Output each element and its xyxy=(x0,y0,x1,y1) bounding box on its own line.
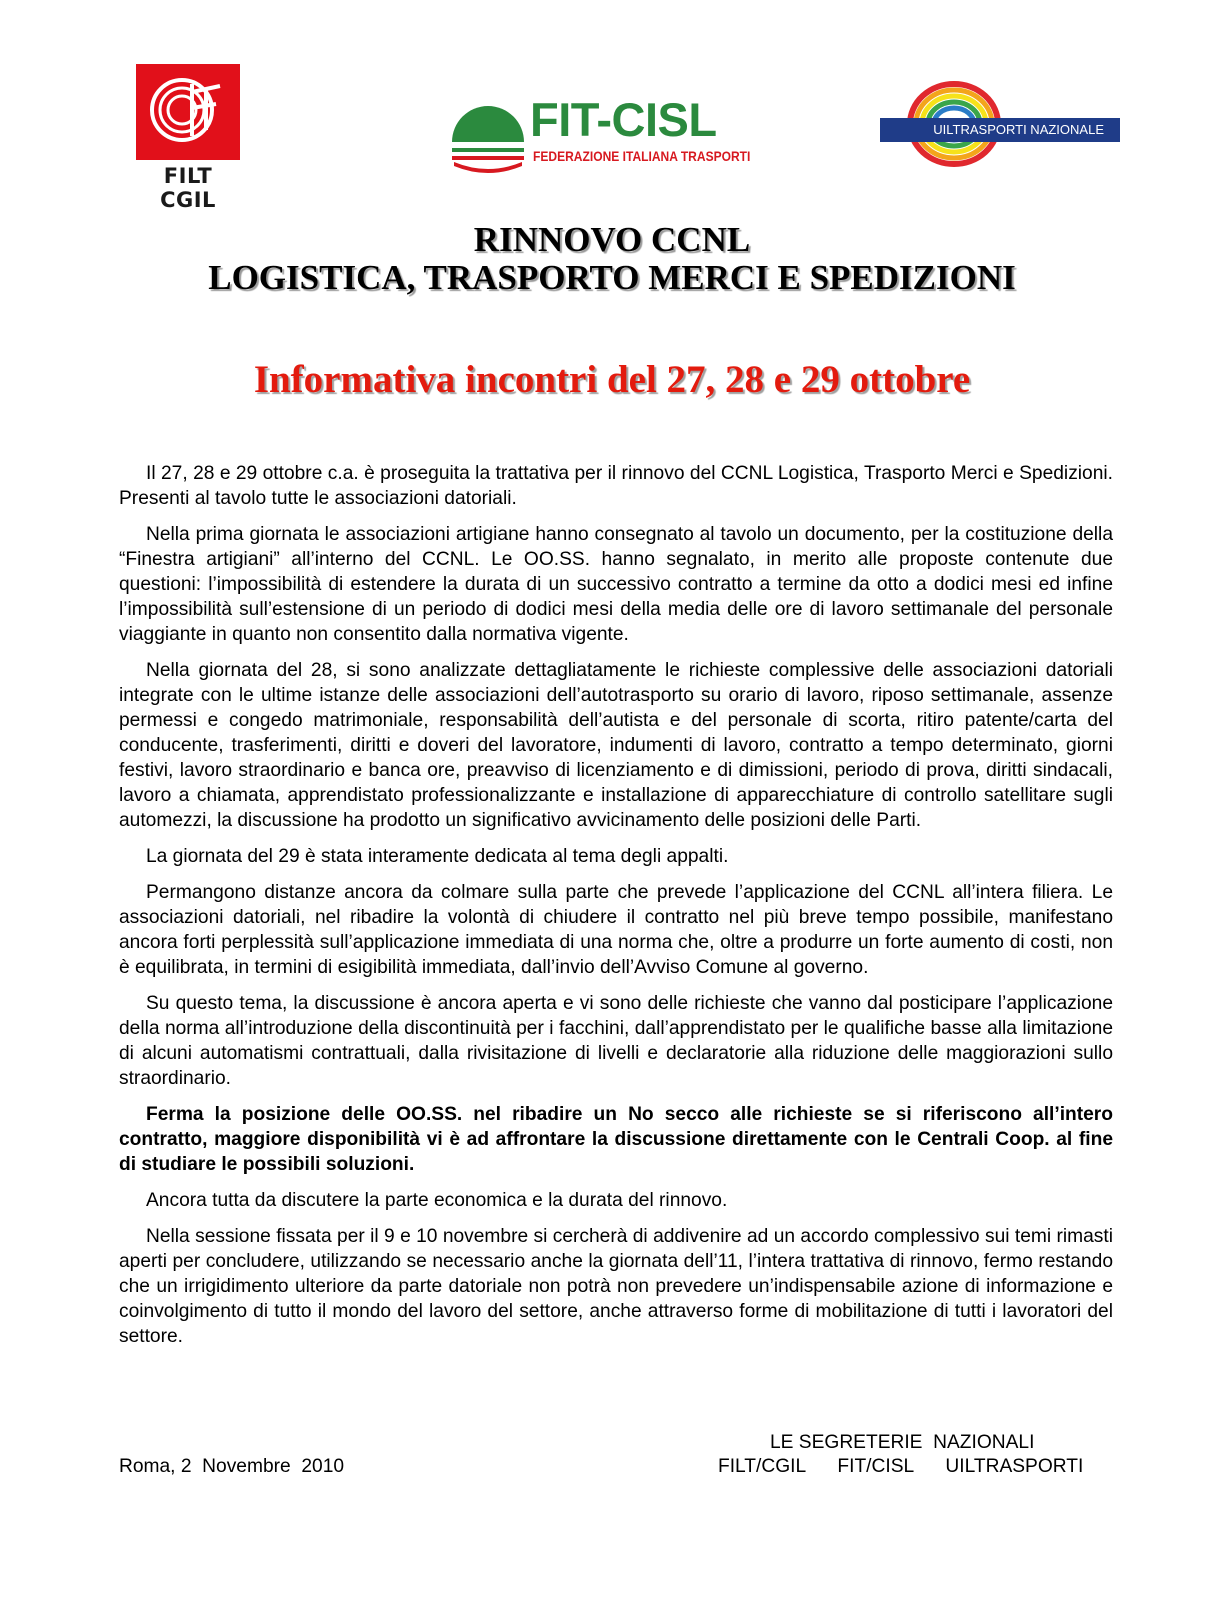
fit-cisl-emblem-icon xyxy=(450,96,526,174)
fit-cisl-logo xyxy=(450,93,751,176)
place-date: Roma, 2 Novembre 2010 xyxy=(119,1456,345,1477)
paragraph: Il 27, 28 e 29 ottobre c.a. è proseguita la trattativa per il rinnovo del CCNL Logistica, Trasporto Merci e Spedizioni. Presenti al tavolo tutte le associazioni datoriali. xyxy=(119,463,1113,509)
uiltrasporti-logo xyxy=(880,72,1120,172)
paragraph: Nella prima giornata le associazioni artigiane hanno consegnato al tavolo un documento, per la costituzione della “Finestra artigiani” all’interno del CCNL. Le OO.SS. hanno segnalato, in merito alle proposte contenute due questioni: l’impossibilità di estendere la durata di un successivo contratto a termine da otto a dodici mesi ed infine l’impossibilità sull’estensione di un periodo di dodici mesi della media delle ore di lavoro settimanale del personale viaggiante in quanto non consentito dalla normativa vigente. xyxy=(119,524,1113,645)
paragraph: La giornata del 29 è stata interamente dedicata al tema degli appalti. xyxy=(146,846,729,867)
document-body xyxy=(119,461,1113,1360)
document-subtitle: Informativa incontri del 27, 28 e 29 ottobre xyxy=(253,358,971,401)
paragraph: Nella sessione fissata per il 9 e 10 novembre si cercherà di addivenire ad un accordo complessivo sui temi rimasti aperti per concludere, utilizzando se necessario anche la giornata dell’11, l’intera trattativa di rinnovo, fermo restando che un irrigidimento ulteriore da parte datoriale non potrà non prevedere un’indispensabile azione di informazione e coinvolgimento di tutto il mondo del lavoro del settore, anche attraverso forme di mobilitazione di tutti i lavoratori del settore. xyxy=(119,1226,1113,1347)
paragraph: Su questo tema, la discussione è ancora aperta e vi sono delle richieste che vanno dal posticipare l’applicazione della norma all’introduzione della discontinuità per i facchini, dall’apprendistato per le qualifiche basse alla limitazione di alcuni automatismi contrattuali, dalla rivisitazione di livelli e declaratorie alla riduzione delle maggiorazioni sullo straordinario. xyxy=(119,993,1113,1089)
document-title-line1: RINNOVO CCNL xyxy=(473,220,751,259)
signature-organizations: FILT/CGIL FIT/CISL UILTRASPORTI xyxy=(718,1456,1084,1477)
document-title-line2: LOGISTICA, TRASPORTO MERCI E SPEDIZIONI xyxy=(208,258,1016,297)
filt-emblem-icon xyxy=(136,64,240,160)
paragraph: Ancora tutta da discutere la parte economica e la durata del rinnovo. xyxy=(146,1190,728,1211)
filt-cgil-logo xyxy=(136,64,240,212)
uil-name-band: UILTRASPORTI NAZIONALE xyxy=(880,118,1120,142)
fit-cisl-subtitle: FEDERAZIONE ITALIANA TRASPORTI xyxy=(533,148,751,164)
signature-heading: LE SEGRETERIE NAZIONALI xyxy=(770,1432,1035,1453)
filt-logo-text: FILT CGIL xyxy=(160,164,216,212)
filt-logo-emblem xyxy=(136,64,240,160)
paragraph-bold: Ferma la posizione delle OO.SS. nel ribadire un No secco alle richieste se si riferiscono all’intero contratto, maggiore disponibilità vi è ad affrontare la discussione direttamente con le Centrali Coop. al fine di studiare le possibili soluzioni. xyxy=(119,1104,1113,1175)
paragraph: Permangono distanze ancora da colmare sulla parte che prevede l’applicazione del CCNL all’intera filiera. Le associazioni datoriali, nel ribadire la volontà di chiudere il contratto nel più breve tempo possibile, manifestano ancora forti perplessità sull’applicazione immediata di una norma che, oltre a produrre un forte aumento di costi, non è equilibrata, in termini di esigibilità immediata, dall’invio dell’Avviso Comune al governo. xyxy=(119,882,1113,978)
fit-cisl-name: FIT-CISL xyxy=(530,93,717,146)
paragraph: Nella giornata del 28, si sono analizzate dettagliatamente le richieste complessive delle associazioni datoriali integrate con le ultime istanze delle associazioni dell’autotrasporto su orario di lavoro, riposo settimanale, assenze permessi e congedo matrimoniale, responsabilità dell’autista e del personale di scorta, ritiro patente/carta del conducente, trasferimenti, diritti e doveri del lavoratore, indumenti di lavoro, contratto a tempo determinato, giorni festivi, lavoro straordinario e banca ore, preavviso di licenziamento e di dimissioni, periodo di prova, diritti sindacali, lavoro a chiamata, apprendistato professionalizzante e installazione di apparecchiature di controllo satellitare sugli automezzi, la discussione ha prodotto un significativo avvicinamento delle posizioni delle Parti. xyxy=(119,660,1113,831)
